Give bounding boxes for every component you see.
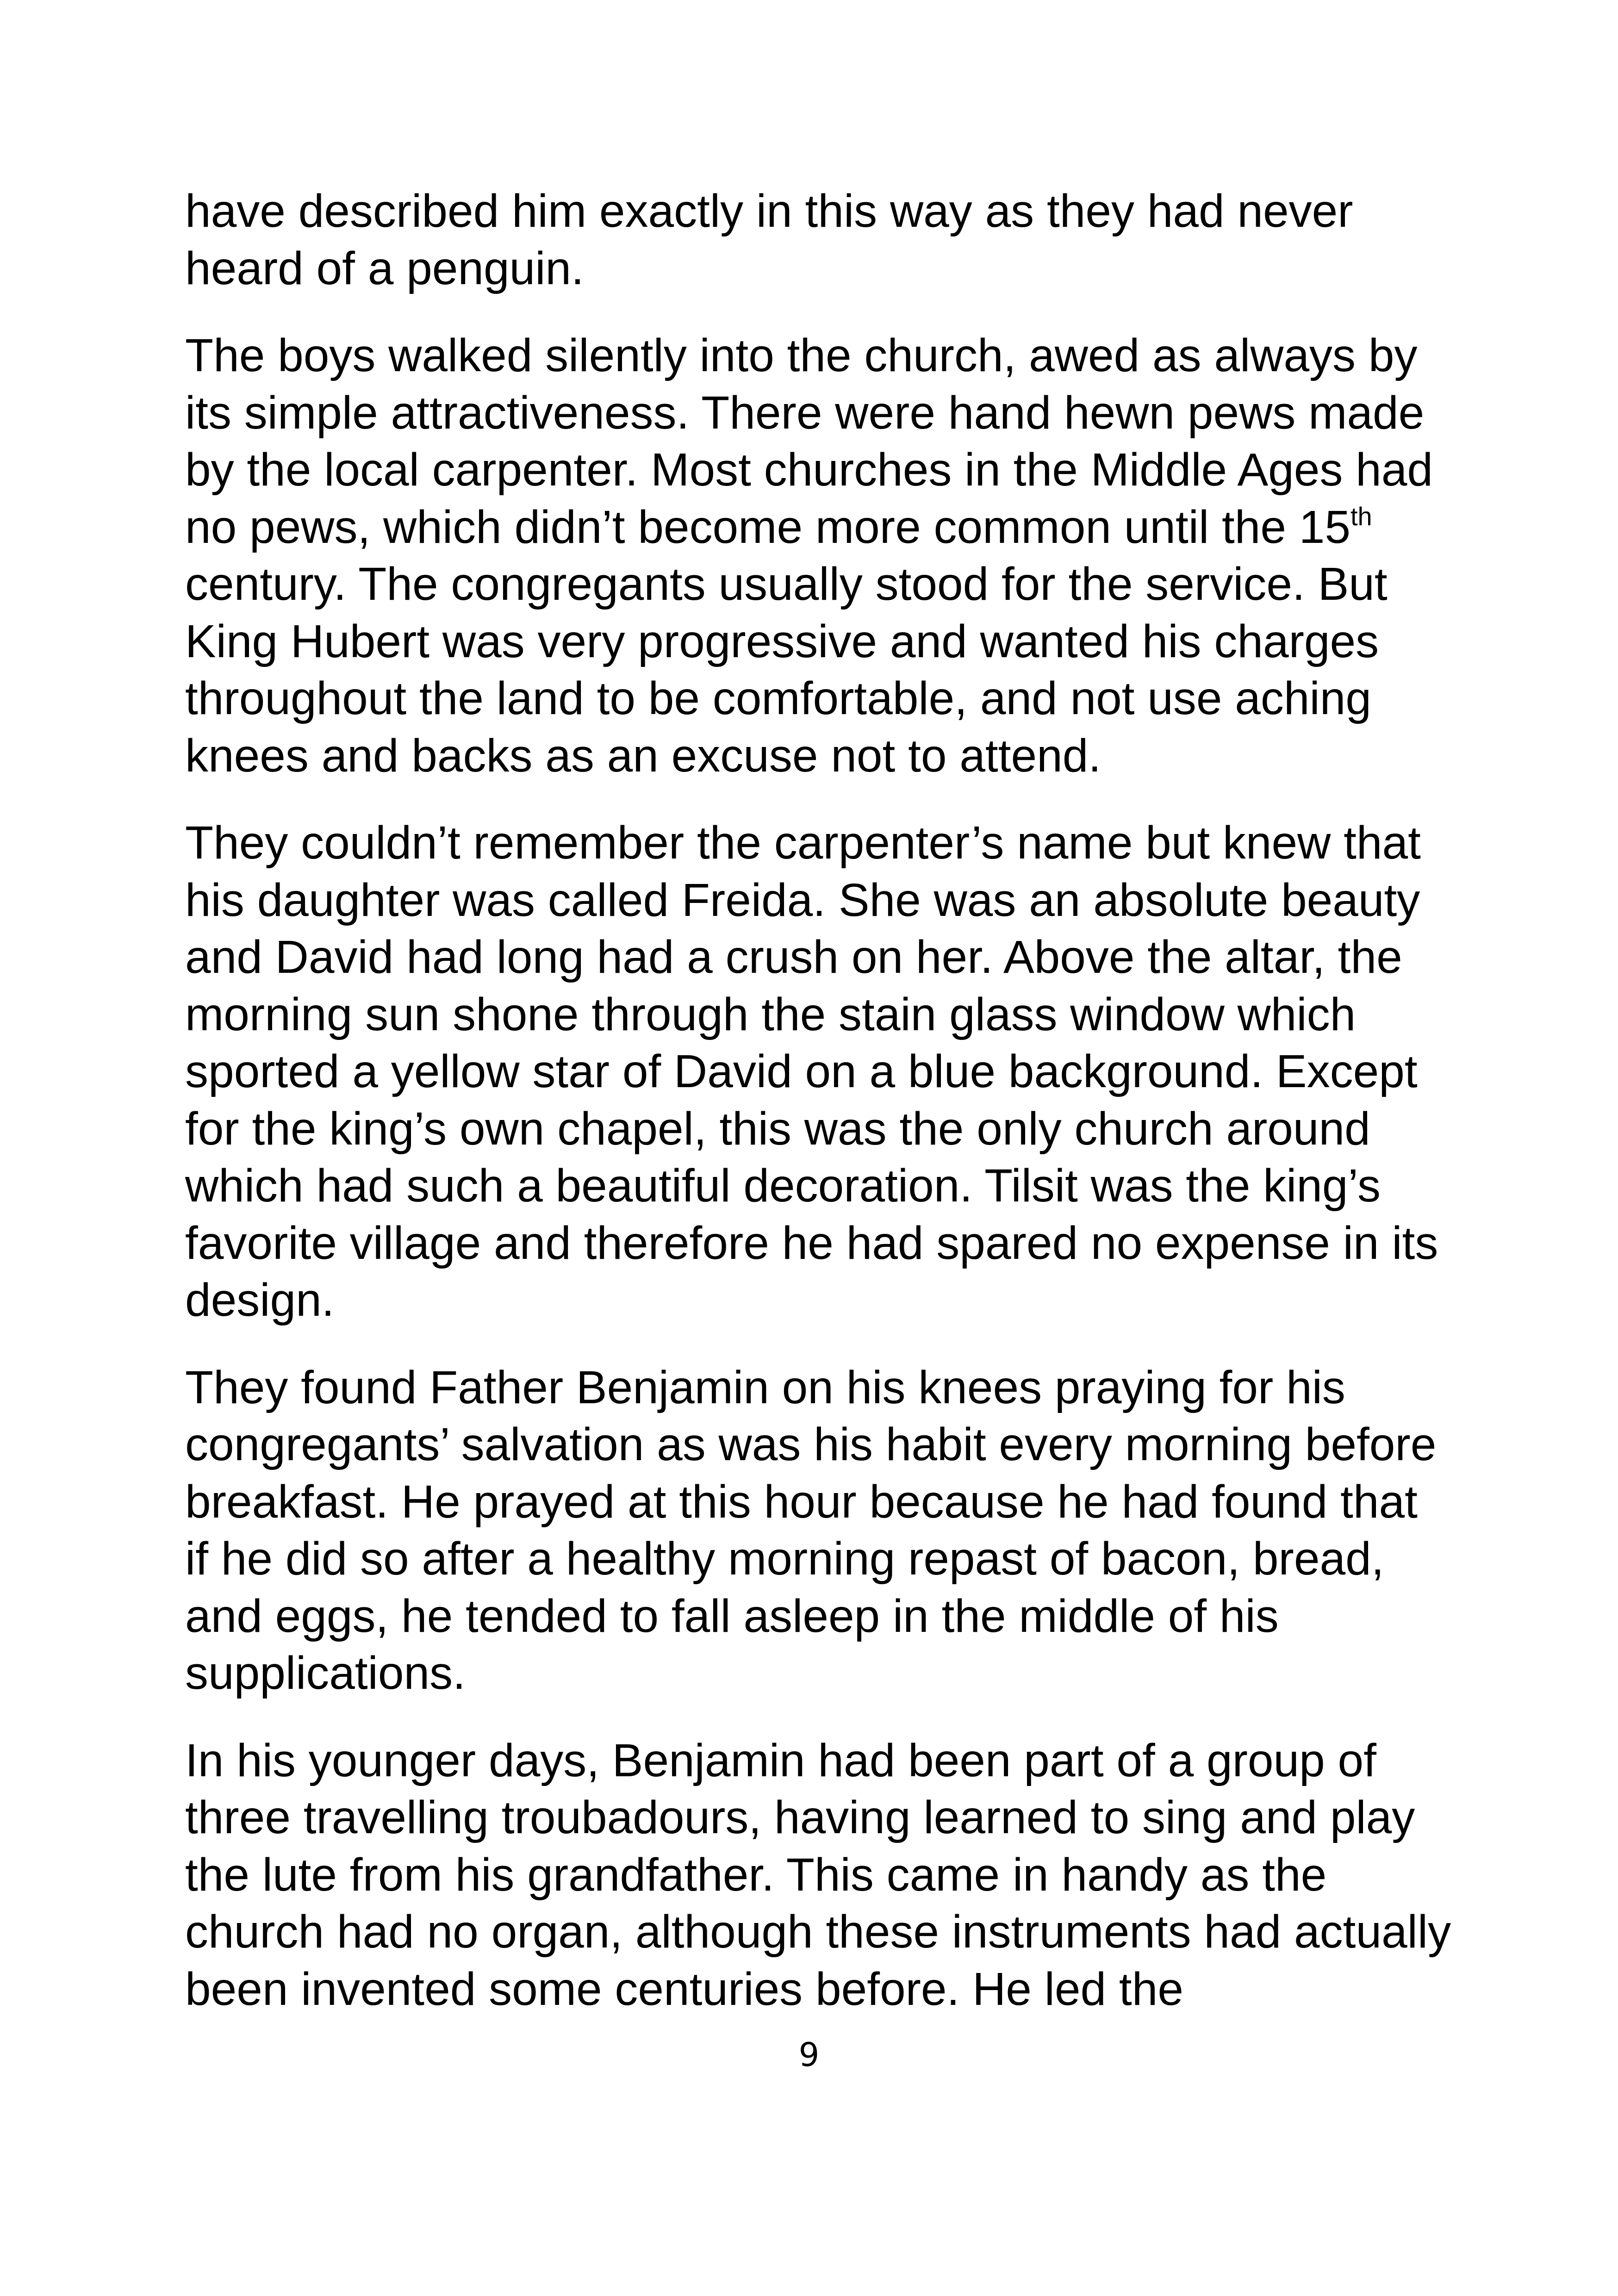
paragraph-1: have described him exactly in this way as they had never heard of a penguin. [185,185,1353,294]
body-text [185,183,1472,2018]
page-number: 9 [798,2036,820,2074]
paragraph-5: In his younger days, Benjamin had been part of a group of three travelling troubadours, having learned to sing and play the lute from his grandfather. This came in handy as the church had no organ, although these instruments had actually been invented some centuries before. He led the [185,1734,1451,2015]
paragraph-2 [185,327,1472,784]
paragraph-2-part-b: century. The congregants usually stood for the service. But King Hubert was very progressive and wanted his charges throughout the land to be comfortable, and not use aching knees and backs as an excuse not to attend. [185,558,1388,782]
paragraph-2-part-a: The boys walked silently into the church, awed as always by its simple attractiveness. There were hand hewn pews made by the local carpenter. Most churches in the Middle Ages had no pews, which didn’t become more common until the 15 [185,330,1433,553]
ordinal-superscript: th [1350,501,1372,531]
paragraph-4: They found Father Benjamin on his knees praying for his congregants’ salvation as was his habit every morning before breakfast. He prayed at this hour because he had found that if he did so after a healthy morning repast of bacon, bread, and eggs, he tended to fall asleep in the middle of his supplications. [185,1361,1437,1699]
paragraph-3: They couldn’t remember the carpenter’s name but knew that his daughter was called Freida. She was an absolute beauty and David had long had a crush on her. Above the altar, the morning sun shone through the stain glass window which sported a yellow star of David on a blue background. Except for the king’s own chapel, this was the only church around which had such a beautiful decoration. Tilsit was the king’s favorite village and therefore he had spared no expense in its design. [185,817,1438,1326]
